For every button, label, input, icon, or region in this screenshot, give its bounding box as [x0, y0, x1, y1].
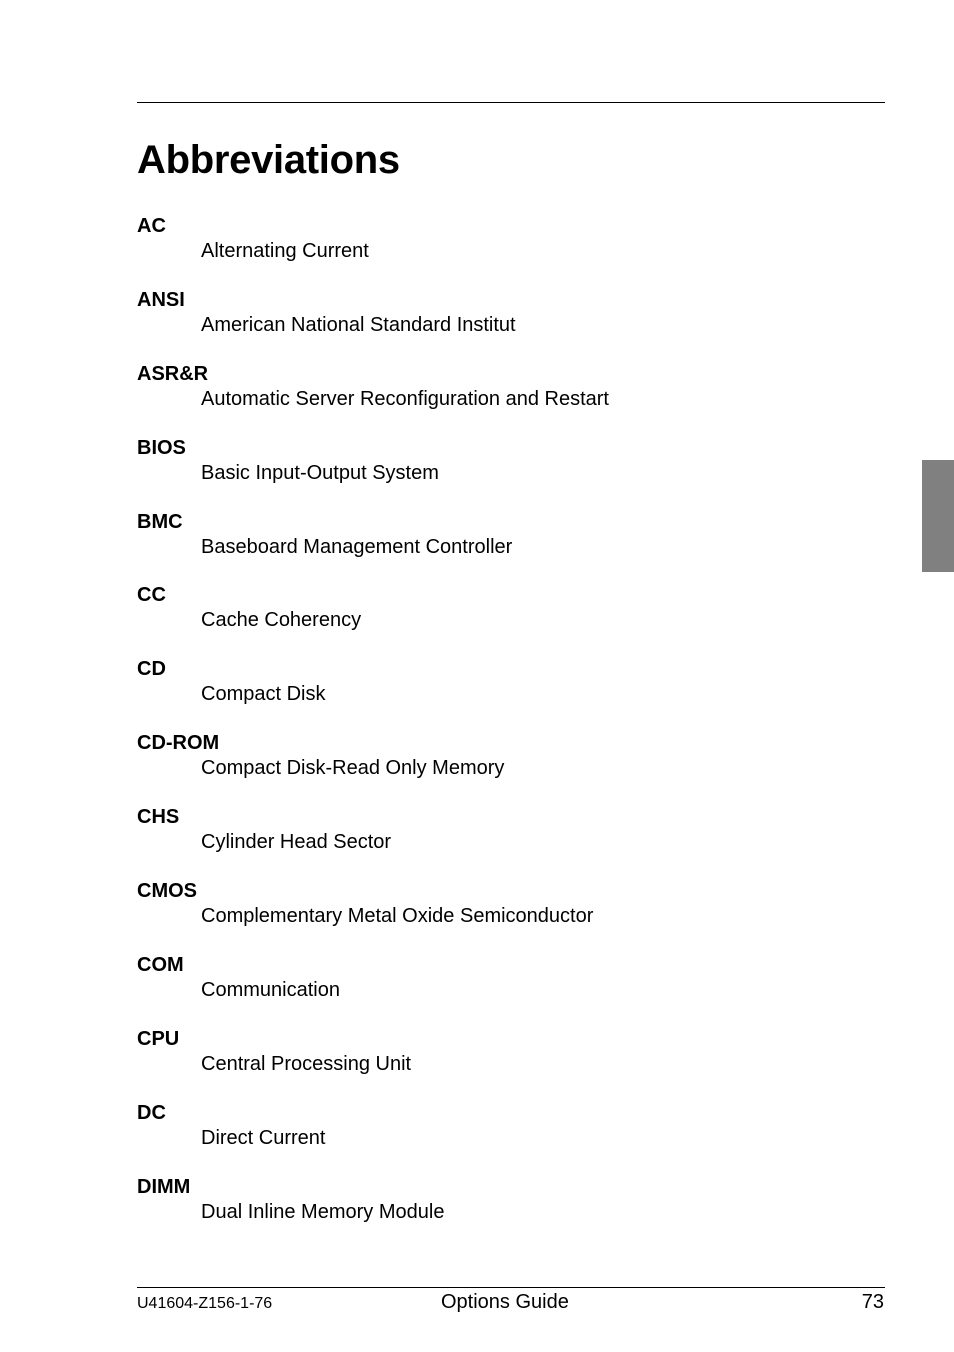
abbreviation-term: BIOS [137, 436, 186, 459]
abbreviation-definition: Communication [201, 978, 340, 1001]
abbreviation-definition: Baseboard Management Controller [201, 535, 513, 558]
abbreviation-entry [137, 362, 885, 436]
page-title: Abbreviations [137, 138, 400, 182]
abbreviation-entry [137, 657, 885, 731]
abbreviation-definition: Central Processing Unit [201, 1052, 412, 1075]
header-rule [137, 102, 885, 103]
abbreviation-entry [137, 510, 885, 584]
abbreviation-term: CPU [137, 1027, 180, 1050]
abbreviation-term: ANSI [137, 288, 185, 311]
abbreviation-term: CD-ROM [137, 732, 220, 755]
abbreviation-definition: Complementary Metal Oxide Semiconductor [201, 905, 594, 928]
abbreviation-term: CD [137, 658, 166, 681]
abbreviation-term: BMC [137, 510, 183, 533]
document-number: U41604-Z156-1-76 [137, 1295, 273, 1312]
abbreviation-term: DC [137, 1101, 166, 1124]
abbreviation-definition: American National Standard Institut [201, 313, 516, 336]
abbreviation-term: AC [137, 215, 166, 237]
abbreviation-entry [137, 879, 885, 953]
abbreviation-entry [137, 1175, 885, 1249]
abbreviation-definition: Basic Input-Output System [201, 461, 439, 484]
abbreviation-term: CMOS [137, 880, 197, 903]
abbreviation-entry [137, 953, 885, 1027]
abbreviation-definition: Direct Current [201, 1126, 326, 1149]
abbreviation-definition: Automatic Server Reconfiguration and Restart [201, 387, 609, 410]
abbreviation-definition: Compact Disk [201, 683, 326, 706]
abbreviation-definition: Cache Coherency [201, 609, 362, 632]
abbreviation-list [137, 214, 885, 1248]
footer-rule [137, 1287, 885, 1288]
abbreviation-entry [137, 805, 885, 879]
abbreviation-definition: Dual Inline Memory Module [201, 1200, 445, 1223]
abbreviation-term: CHS [137, 806, 180, 829]
abbreviation-entry [137, 583, 885, 657]
abbreviation-term: ASR&R [137, 362, 209, 385]
abbreviation-term: COM [137, 953, 184, 976]
abbreviation-definition: Compact Disk-Read Only Memory [201, 757, 505, 780]
abbreviation-entry [137, 436, 885, 510]
abbreviation-definition: Cylinder Head Sector [201, 831, 392, 854]
abbreviation-entry [137, 1027, 885, 1101]
abbreviation-definition: Alternating Current [201, 240, 369, 262]
abbreviation-entry [137, 214, 885, 288]
abbreviation-term: DIMM [137, 1175, 191, 1198]
abbreviation-entry [137, 1101, 885, 1175]
abbreviation-entry [137, 288, 885, 362]
chapter-thumb-tab [922, 460, 954, 572]
abbreviation-entry [137, 731, 885, 805]
page-number: 73 [861, 1291, 884, 1313]
abbreviation-term: CC [137, 584, 166, 607]
document-title: Options Guide [441, 1291, 569, 1313]
